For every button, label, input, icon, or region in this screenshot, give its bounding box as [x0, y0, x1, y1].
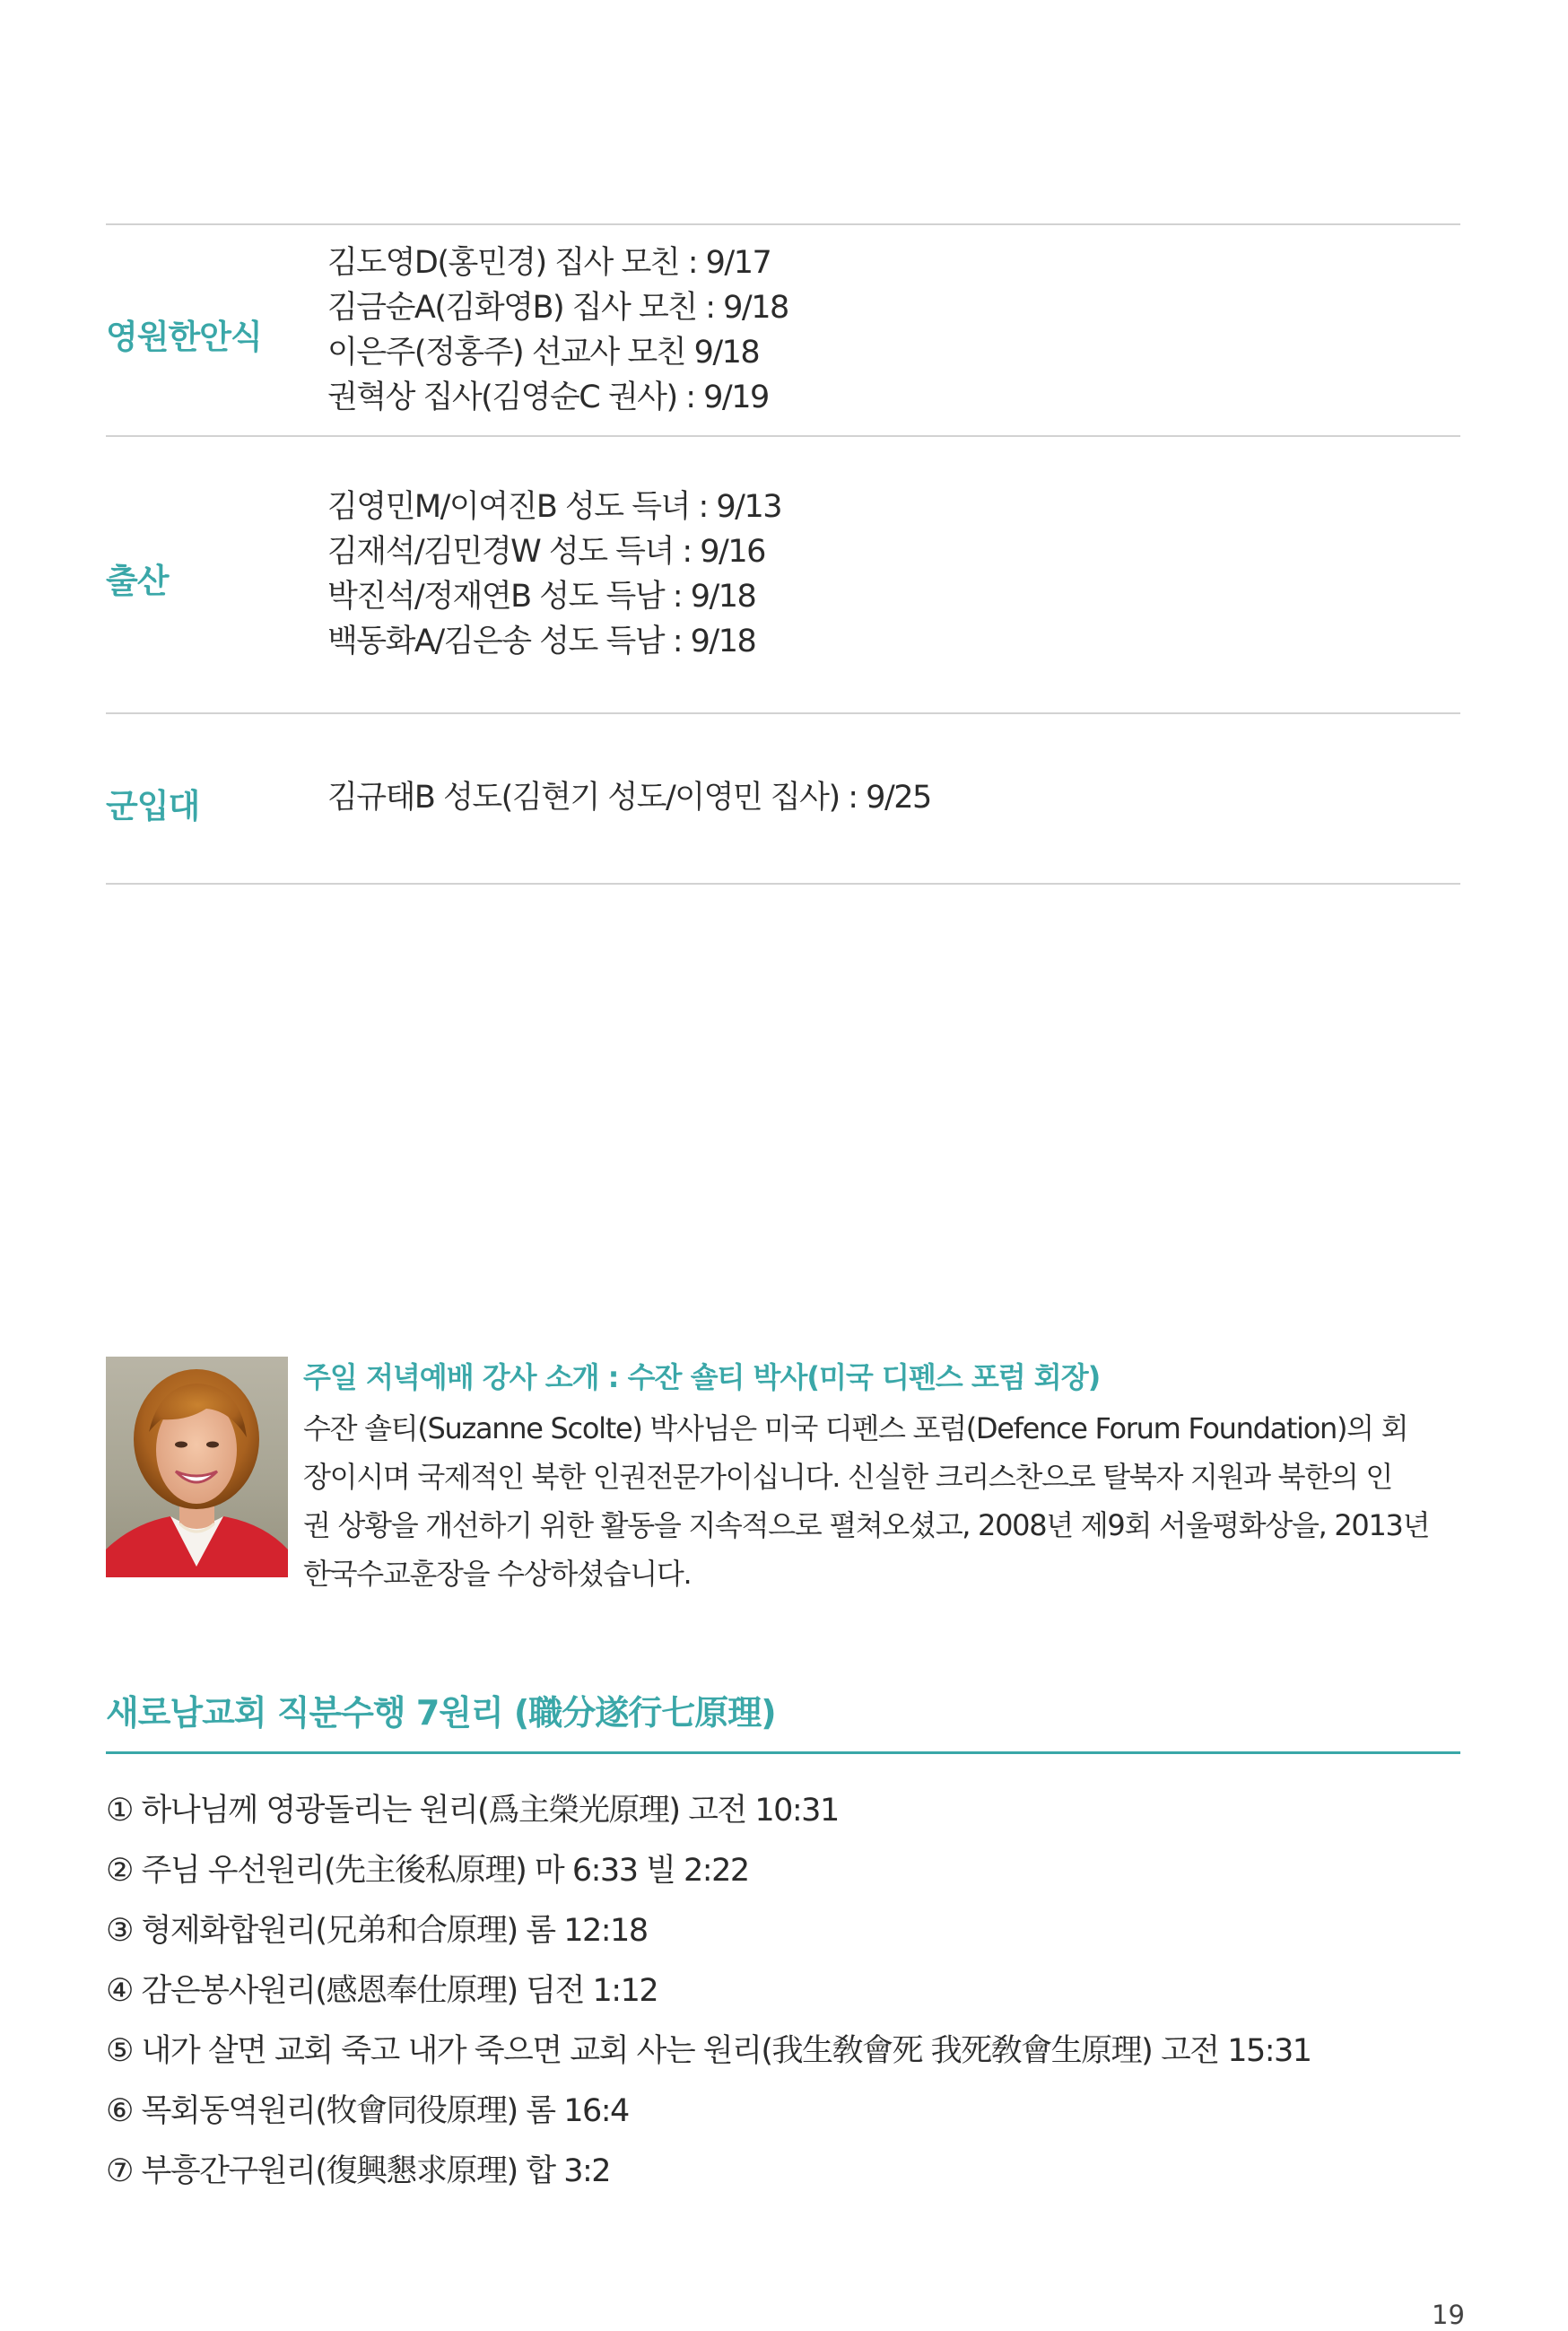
news-entry: 이은주(정홍주) 선교사 모친 9/18 — [327, 335, 760, 371]
principles-list — [106, 1781, 1311, 2202]
divider-top — [106, 223, 1460, 225]
principle-item: ⑤ 내가 살면 교회 죽고 내가 죽으면 교회 사는 원리(我生敎會死 我死敎會生原理) 고전 15:31 — [106, 2033, 1311, 2069]
news-entry: 김영민M/이여진B 성도 득녀 : 9/13 — [327, 489, 781, 525]
principles-title: 새로남교회 직분수행 7원리 (職分遂行七原理) — [106, 1693, 776, 1733]
speaker-intro-line: 한국수교훈장을 수상하셨습니다. — [303, 1557, 692, 1591]
principle-item: ③ 형제화합원리(兄弟和合原理) 롬 12:18 — [106, 1913, 648, 1949]
principle-item: ① 하나님께 영광돌리는 원리(爲主榮光原理) 고전 10:31 — [106, 1793, 839, 1829]
speaker-intro-line: 장이시며 국제적인 북한 인권전문가이십니다. 신실한 크리스찬으로 탈북자 지원과 북한의 인 — [303, 1460, 1392, 1494]
divider — [106, 435, 1460, 437]
speaker-intro-line: 권 상황을 개선하기 위한 활동을 지속적으로 펼쳐오셨고, 2008년 제9회 서울평화상을, 2013년 — [303, 1508, 1430, 1542]
news-label-condolence: 영원한안식 — [106, 318, 262, 356]
news-entry: 김재석/김민경W 성도 득녀 : 9/16 — [327, 534, 765, 570]
principles-divider — [106, 1751, 1460, 1754]
news-entry: 박진석/정재연B 성도 득남 : 9/18 — [327, 579, 756, 615]
news-entries-enlistment — [327, 775, 931, 820]
speaker-intro-line: 수잔 숄티(Suzanne Scolte) 박사님은 미국 디펜스 포럼(Defence Forum Foundation)의 회 — [303, 1411, 1408, 1445]
principle-item: ② 주님 우선원리(先主後私原理) 마 6:33 빌 2:22 — [106, 1853, 749, 1889]
news-label-birth: 출산 — [106, 562, 169, 600]
news-entry: 김금순A(김화영B) 집사 모친 : 9/18 — [327, 290, 788, 326]
principle-item: ④ 감은봉사원리(感恩奉仕原理) 딤전 1:12 — [106, 1973, 658, 2009]
news-entry: 백동화A/김은송 성도 득남 : 9/18 — [327, 624, 756, 659]
speaker-intro-body — [303, 1404, 1462, 1598]
principle-item: ⑦ 부흥간구원리(復興懇求原理) 합 3:2 — [106, 2153, 611, 2189]
principle-item: ⑥ 목회동역원리(牧會同役原理) 롬 16:4 — [106, 2093, 629, 2129]
news-entries-condolence — [327, 240, 788, 420]
news-entry: 김도영D(홍민경) 집사 모친 : 9/17 — [327, 245, 771, 281]
news-label-enlistment: 군입대 — [106, 787, 200, 825]
speaker-intro-title: 주일 저녁예배 강사 소개 : 수잔 숄티 박사(미국 디펜스 포럼 회장) — [303, 1360, 1101, 1394]
page-number: 19 — [1432, 2300, 1465, 2330]
news-entries-birth — [327, 485, 781, 664]
news-entry: 권혁상 집사(김영순C 권사) : 9/19 — [327, 380, 769, 415]
divider-bottom — [106, 883, 1460, 885]
divider — [106, 712, 1460, 714]
speaker-photo — [106, 1357, 288, 1577]
news-entry: 김규태B 성도(김현기 성도/이영민 집사) : 9/25 — [327, 780, 931, 816]
